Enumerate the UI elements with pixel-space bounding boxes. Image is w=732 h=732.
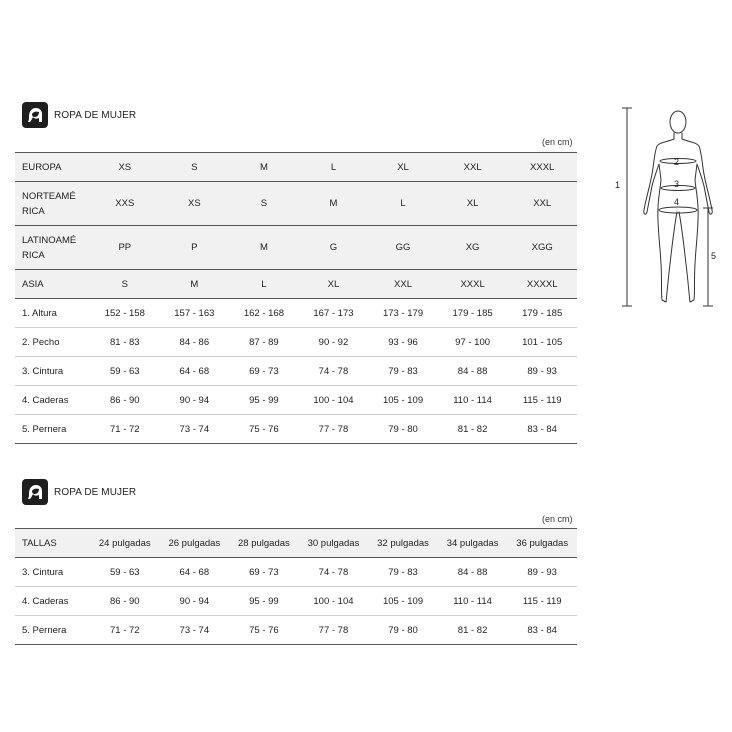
size-table-2 bbox=[15, 528, 577, 645]
table-cell: 64 - 68 bbox=[160, 357, 230, 386]
table-cell: XGG bbox=[507, 226, 577, 270]
table-cell: 73 - 74 bbox=[160, 415, 230, 444]
row-label: NORTEAMÉ RICA bbox=[15, 182, 90, 226]
row-label: ASIA bbox=[15, 270, 90, 299]
table-row bbox=[15, 587, 577, 616]
table-row bbox=[15, 153, 577, 182]
row-label: EUROPA bbox=[15, 153, 90, 182]
row-label: 3. Cintura bbox=[15, 357, 90, 386]
table-cell: XXXXL bbox=[507, 270, 577, 299]
table-cell: 83 - 84 bbox=[507, 616, 577, 645]
table-cell: M bbox=[160, 270, 230, 299]
table-cell: G bbox=[299, 226, 369, 270]
table-cell: XL bbox=[368, 153, 438, 182]
row-label: LATINOAMÉ RICA bbox=[15, 226, 90, 270]
table-cell: 34 pulgadas bbox=[438, 529, 508, 558]
table-cell: 87 - 89 bbox=[229, 328, 299, 357]
table-cell: M bbox=[229, 153, 299, 182]
unit-label: (en cm) bbox=[542, 514, 573, 524]
table-cell: 110 - 114 bbox=[438, 587, 508, 616]
table-cell: 81 - 82 bbox=[438, 616, 508, 645]
table-cell: 105 - 109 bbox=[368, 587, 438, 616]
table-row bbox=[15, 616, 577, 645]
table-cell: 93 - 96 bbox=[368, 328, 438, 357]
chest-label: 2 bbox=[674, 157, 680, 167]
table-row bbox=[15, 386, 577, 415]
row-label: 5. Pernera bbox=[15, 616, 90, 645]
table-cell: 100 - 104 bbox=[299, 386, 369, 415]
table-cell: 24 pulgadas bbox=[90, 529, 160, 558]
table-cell: 90 - 94 bbox=[160, 386, 230, 415]
table-cell: 110 - 114 bbox=[438, 386, 508, 415]
row-label: 4. Caderas bbox=[15, 587, 90, 616]
table-cell: S bbox=[90, 270, 160, 299]
table-cell: 73 - 74 bbox=[160, 616, 230, 645]
table-cell: 179 - 185 bbox=[507, 299, 577, 328]
table-cell: 77 - 78 bbox=[299, 616, 369, 645]
hips-label: 4 bbox=[674, 197, 680, 207]
table-cell: 84 - 88 bbox=[438, 357, 508, 386]
row-label: 3. Cintura bbox=[15, 558, 90, 587]
table-cell: XXXL bbox=[507, 153, 577, 182]
table-cell: S bbox=[229, 182, 299, 226]
row-label: 5. Pernera bbox=[15, 415, 90, 444]
table-cell: 100 - 104 bbox=[299, 587, 369, 616]
table-cell: 30 pulgadas bbox=[299, 529, 369, 558]
section-header-1 bbox=[22, 102, 136, 128]
table-cell: 97 - 100 bbox=[438, 328, 508, 357]
table-cell: L bbox=[229, 270, 299, 299]
table-cell: 71 - 72 bbox=[90, 415, 160, 444]
table-row bbox=[15, 415, 577, 444]
table-cell: 69 - 73 bbox=[229, 558, 299, 587]
section-header-2 bbox=[22, 479, 136, 505]
table-cell: 167 - 173 bbox=[299, 299, 369, 328]
table-cell: XXXL bbox=[438, 270, 508, 299]
table-cell: 75 - 76 bbox=[229, 415, 299, 444]
table-cell: XS bbox=[90, 153, 160, 182]
table-cell: 59 - 63 bbox=[90, 357, 160, 386]
table-row bbox=[15, 299, 577, 328]
table-row bbox=[15, 328, 577, 357]
table-cell: 74 - 78 bbox=[299, 357, 369, 386]
table-cell: 77 - 78 bbox=[299, 415, 369, 444]
table-cell: 95 - 99 bbox=[229, 386, 299, 415]
table-cell: 115 - 119 bbox=[507, 587, 577, 616]
table-cell: 115 - 119 bbox=[507, 386, 577, 415]
section-title: ROPA DE MUJER bbox=[54, 486, 137, 498]
table-cell: 86 - 90 bbox=[90, 587, 160, 616]
table-cell: M bbox=[299, 182, 369, 226]
table-cell: 26 pulgadas bbox=[160, 529, 230, 558]
table-cell: 179 - 185 bbox=[438, 299, 508, 328]
table-cell: 105 - 109 bbox=[368, 386, 438, 415]
table-row bbox=[15, 558, 577, 587]
section-title: ROPA DE MUJER bbox=[54, 109, 137, 121]
table-cell: 69 - 73 bbox=[229, 357, 299, 386]
table-cell: PP bbox=[90, 226, 160, 270]
unit-label: (en cm) bbox=[542, 137, 573, 147]
table-cell: XG bbox=[438, 226, 508, 270]
table-row bbox=[15, 529, 577, 558]
table-cell: 75 - 76 bbox=[229, 616, 299, 645]
table-cell: XXS bbox=[90, 182, 160, 226]
table-cell: 81 - 83 bbox=[90, 328, 160, 357]
table-cell: 81 - 82 bbox=[438, 415, 508, 444]
table-cell: XL bbox=[299, 270, 369, 299]
woman-head-icon bbox=[22, 102, 48, 128]
table-cell: 71 - 72 bbox=[90, 616, 160, 645]
table-cell: XXL bbox=[368, 270, 438, 299]
table-cell: 89 - 93 bbox=[507, 357, 577, 386]
table-cell: S bbox=[160, 153, 230, 182]
row-label: 4. Caderas bbox=[15, 386, 90, 415]
table-row bbox=[15, 226, 577, 270]
row-label: 1. Altura bbox=[15, 299, 90, 328]
table-cell: 28 pulgadas bbox=[229, 529, 299, 558]
table-cell: 79 - 80 bbox=[368, 415, 438, 444]
waist-label: 3 bbox=[674, 179, 680, 189]
table-row bbox=[15, 357, 577, 386]
table-cell: 79 - 83 bbox=[368, 357, 438, 386]
table-cell: 86 - 90 bbox=[90, 386, 160, 415]
table-cell: 74 - 78 bbox=[299, 558, 369, 587]
table-cell: 89 - 93 bbox=[507, 558, 577, 587]
table-cell: 36 pulgadas bbox=[507, 529, 577, 558]
table-cell: 95 - 99 bbox=[229, 587, 299, 616]
table-cell: XS bbox=[160, 182, 230, 226]
table-cell: 83 - 84 bbox=[507, 415, 577, 444]
table-cell: 157 - 163 bbox=[160, 299, 230, 328]
table-cell: XL bbox=[438, 182, 508, 226]
table-cell: M bbox=[229, 226, 299, 270]
table-cell: 152 - 158 bbox=[90, 299, 160, 328]
table-cell: 79 - 83 bbox=[368, 558, 438, 587]
table-cell: 64 - 68 bbox=[160, 558, 230, 587]
table-cell: XXL bbox=[507, 182, 577, 226]
table-cell: 173 - 179 bbox=[368, 299, 438, 328]
table-cell: 59 - 63 bbox=[90, 558, 160, 587]
table-cell: 84 - 88 bbox=[438, 558, 508, 587]
table-row bbox=[15, 270, 577, 299]
table-cell: 162 - 168 bbox=[229, 299, 299, 328]
row-label: 2. Pecho bbox=[15, 328, 90, 357]
table-row bbox=[15, 182, 577, 226]
table-cell: 90 - 92 bbox=[299, 328, 369, 357]
table-cell: 90 - 94 bbox=[160, 587, 230, 616]
table-cell: XXL bbox=[438, 153, 508, 182]
table-cell: 84 - 86 bbox=[160, 328, 230, 357]
table-cell: 101 - 105 bbox=[507, 328, 577, 357]
table-cell: P bbox=[160, 226, 230, 270]
height-label: 1 bbox=[615, 180, 621, 190]
row-label: TALLAS bbox=[15, 529, 90, 558]
body-measurement-figure bbox=[612, 104, 732, 319]
table-cell: 32 pulgadas bbox=[368, 529, 438, 558]
table-cell: 79 - 80 bbox=[368, 616, 438, 645]
table-cell: L bbox=[299, 153, 369, 182]
table-cell: GG bbox=[368, 226, 438, 270]
size-table-1 bbox=[15, 152, 577, 444]
woman-head-icon bbox=[22, 479, 48, 505]
inseam-label: 5 bbox=[711, 251, 717, 261]
table-cell: L bbox=[368, 182, 438, 226]
